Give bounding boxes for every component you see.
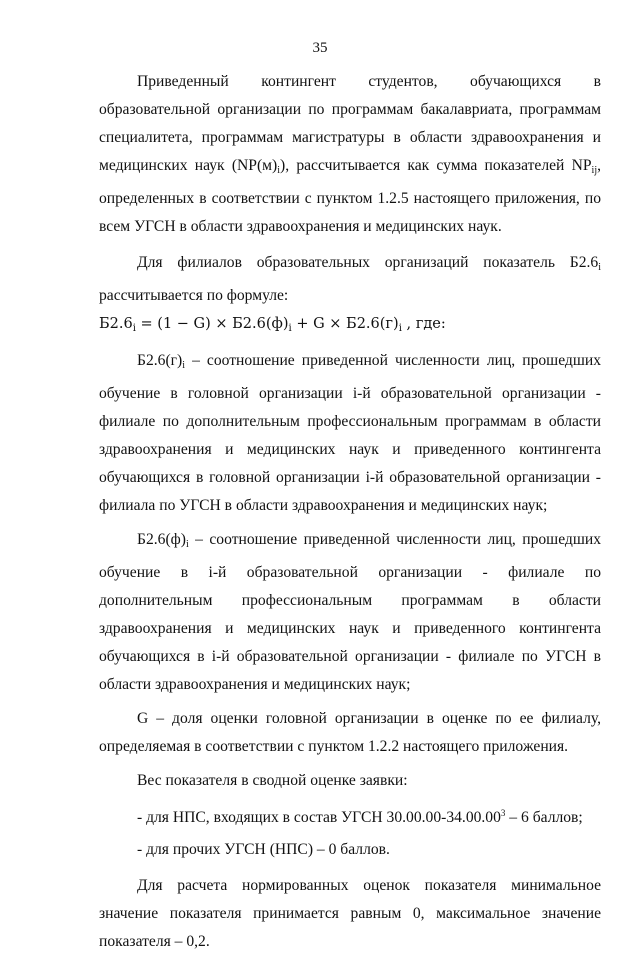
subscript: i <box>288 323 292 334</box>
term: Б2.6(ф) <box>137 531 186 548</box>
subscript: i <box>132 323 136 334</box>
formula-text: , где: <box>401 316 446 332</box>
footnote-marker: 3 <box>500 808 506 818</box>
page-number: 35 <box>312 40 328 56</box>
list-item-other: - для прочих УГСН (НПС) – 0 баллов. <box>137 841 390 858</box>
formula <box>99 310 601 343</box>
formula-lhs: Б2.6 <box>99 316 133 332</box>
paragraph-contingent <box>99 68 601 241</box>
text: , определенных в соответствии с пунктом 1.2.5 настоящего приложения, по всем УГСН в области здравоохранения и медицинских наук. <box>99 157 602 235</box>
formula-text: = (1 − G) × Б2.6(ф) <box>135 316 289 332</box>
subscript: i <box>398 323 402 334</box>
paragraph-normalization: Для расчета нормированных оценок показателя минимальное значение показателя принимается равным 0, максимальное значение показателя – 0,2. <box>99 877 601 950</box>
paragraph-def-f <box>99 526 601 699</box>
subscript: i <box>598 262 601 273</box>
list-item-nps <box>99 799 601 832</box>
paragraph-weight-title: Вес показателя в сводной оценке заявки: <box>137 772 408 789</box>
definition: – соотношение приведенной численности лиц, прошедших обучение в i-й образовательной организации - филиале по дополнительным профессиональным программам в области здравоохранения и медицинских наук и приведенного контингента обучающихся в i-й образовательной организации - филиале по УГСН в области здравоохранения и медицинских наук; <box>99 531 601 693</box>
paragraph-branches <box>99 249 601 310</box>
subscript: i <box>277 165 280 176</box>
definition: – соотношение приведенной численности лиц, прошедших обучение в головной организации i-й образовательной организации - филиале по дополнительным профессиональным программам в области здравоохранения и медицинских наук и приведенного контингента обучающихся в головной организации i-й образовательной организации - филиала по УГСН в области здравоохранения и медицинских наук; <box>99 352 601 514</box>
text: - для НПС, входящих в состав УГСН 30.00.00-34.00.00 <box>137 809 501 826</box>
subscript: i <box>182 360 186 371</box>
text: ), рассчитывается как сумма показателей NP <box>280 157 592 174</box>
text: рассчитывается по формуле: <box>99 287 289 304</box>
text: – 6 баллов; <box>505 809 583 826</box>
text: Приведенный контингент студентов, обучающихся в образовательной организации по программам бакалавриата, программам специалитета, программам магистратуры в области здравоохранения и медицинских наук (NP(м) <box>99 73 601 174</box>
subscript: ij <box>591 165 598 176</box>
subscript: i <box>185 539 189 550</box>
paragraph-def-g <box>99 347 601 520</box>
paragraph-def-share: G – доля оценки головной организации в оценке по ее филиалу, определяемая в соответствии с пунктом 1.2.2 настоящего приложения. <box>99 710 601 755</box>
text: Для филиалов образовательных организаций показатель Б2.6 <box>137 254 599 271</box>
page-body <box>99 68 601 956</box>
formula-text: + G × Б2.6(г) <box>291 316 399 332</box>
term: Б2.6(г) <box>137 352 183 369</box>
